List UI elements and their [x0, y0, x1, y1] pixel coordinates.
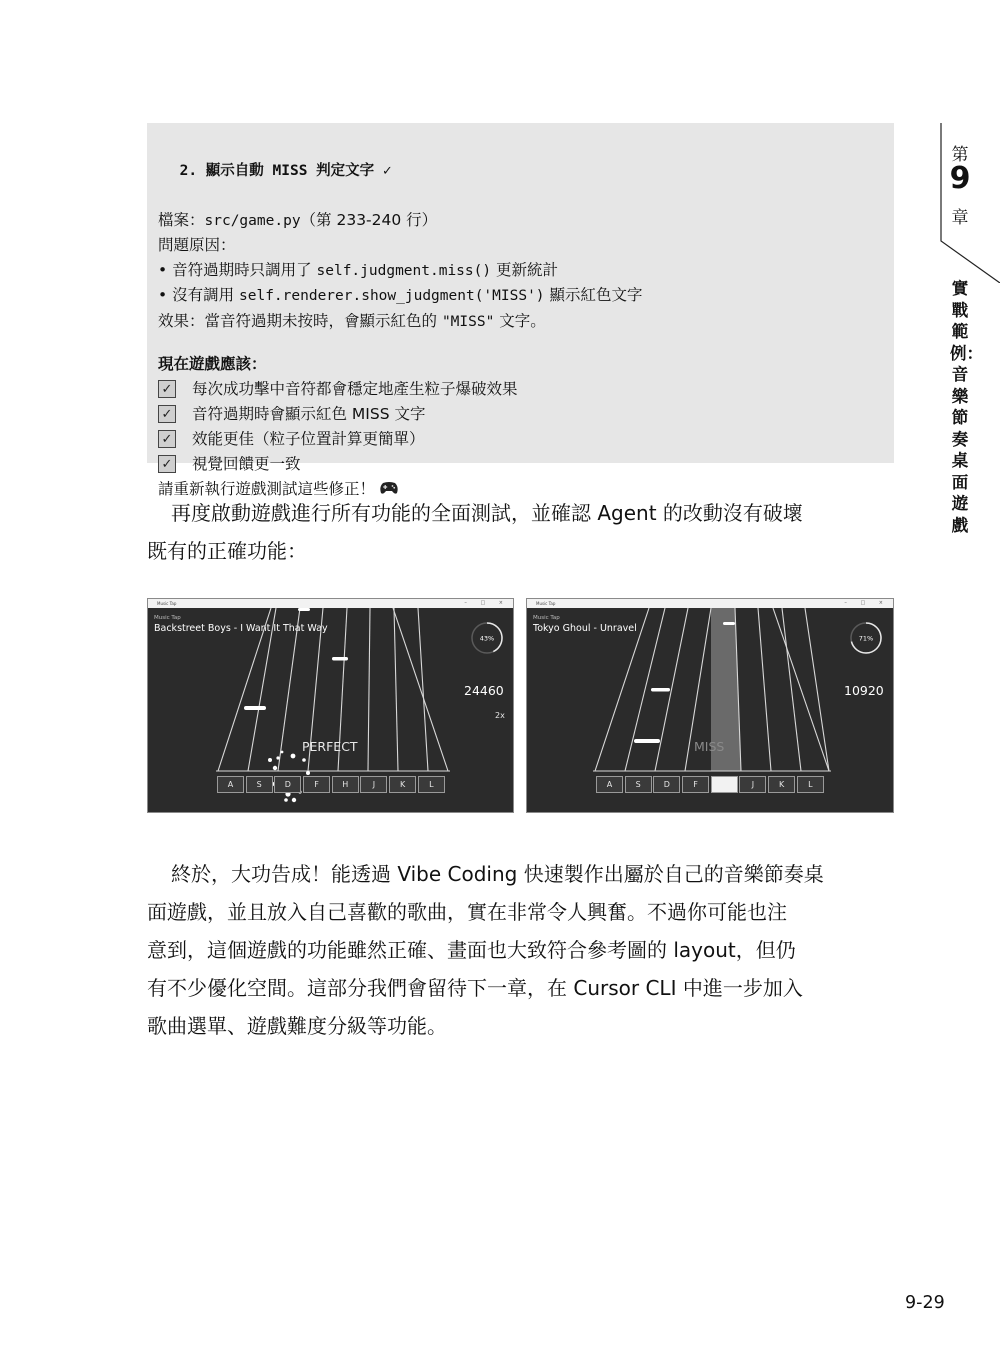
window-title: Music Tap: [157, 601, 177, 606]
bullet-suffix: 顯示紅色文字: [544, 286, 643, 304]
judgment-text: MISS: [694, 739, 725, 754]
checkbox-checked-icon: ✓: [158, 430, 176, 448]
bullet-code: self.renderer.show_judgment('MISS'): [239, 288, 545, 304]
song-title: Tokyo Ghoul - Unravel: [533, 623, 637, 634]
key-l[interactable]: L: [797, 776, 824, 793]
chapter-number: 9: [949, 161, 971, 196]
checklist-item: [158, 452, 884, 477]
progress-ring: [848, 620, 884, 656]
progress-ring: [469, 620, 505, 656]
cause-label: 問題原因：: [158, 236, 236, 254]
key-f[interactable]: F: [303, 776, 330, 793]
paragraph-line: 有不少優化空間。這部分我們會留待下一章，在 Cursor CLI 中進一步加入: [147, 976, 803, 1000]
spacer: [158, 334, 884, 352]
checklist-text: 音符過期時會顯示紅色 MISS 文字: [192, 404, 426, 423]
checklist-text: 每次成功擊中音符都會穩定地產生粒子爆破效果: [192, 379, 518, 398]
chapter-suffix: 章: [951, 208, 969, 228]
window-titlebar: [148, 599, 513, 608]
bullet-prefix: • 沒有調用: [158, 286, 239, 304]
paragraph-line: 意到，這個遊戲的功能雖然正確、畫面也大致符合參考圖的 layout，但仍: [147, 938, 796, 962]
key-k[interactable]: K: [768, 776, 795, 793]
file-path: src/game.py: [204, 212, 301, 229]
chapter-prefix: 第: [951, 145, 969, 165]
ai-response-box: [147, 123, 894, 498]
effect-line: [158, 309, 884, 335]
fix-heading-text: 2. 顯示自動 MISS 判定文字 ✓: [179, 162, 392, 179]
window-controls-icon: – □ ×: [464, 600, 509, 606]
paragraph-line: 再度啟動遊戲進行所有功能的全面測試，並確認 Agent 的改動沒有破壞: [171, 501, 803, 525]
app-name: Music Tap: [154, 615, 181, 621]
checklist-item: [158, 377, 884, 402]
paragraph-line: 面遊戲，並且放入自己喜歡的歌曲，實在非常令人興奮。不過你可能也注: [147, 900, 787, 924]
checkbox-checked-icon: ✓: [158, 455, 176, 473]
window-titlebar: [527, 599, 893, 608]
chapter-title: 實戰範例：音樂節奏桌面遊戲: [950, 279, 983, 535]
key-row: [596, 776, 826, 793]
key-row: [217, 776, 447, 793]
bullet-code: self.judgment.miss(): [316, 262, 492, 279]
effect-suffix: 文字。: [494, 311, 546, 330]
bullet-item: [158, 283, 884, 309]
score-value: 10920: [844, 683, 884, 698]
bullet-suffix: 更新統計: [491, 260, 559, 279]
key-s[interactable]: S: [246, 776, 273, 793]
intro-paragraph: [147, 494, 897, 570]
conclusion-paragraph: [147, 855, 897, 1045]
key-j[interactable]: J: [360, 776, 387, 793]
key-k[interactable]: K: [389, 776, 416, 793]
file-line: [158, 208, 884, 234]
progress-percent: 43%: [479, 634, 495, 643]
key-f[interactable]: F: [682, 776, 709, 793]
falling-notes: [244, 608, 348, 710]
key-pressed[interactable]: [711, 776, 738, 793]
effect-code: "MISS": [441, 313, 495, 330]
bullet-prefix: • 音符過期時只調用了: [158, 260, 317, 279]
file-range: （第 233-240 行）: [300, 210, 438, 229]
app-name: Music Tap: [533, 615, 560, 621]
gamepad-icon: [379, 481, 399, 495]
page-number: 9-29: [905, 1293, 945, 1313]
checkbox-checked-icon: ✓: [158, 405, 176, 423]
checkbox-checked-icon: ✓: [158, 380, 176, 398]
effect-prefix: 效果：當音符過期未按時，會顯示紅色的: [158, 311, 442, 330]
key-s[interactable]: S: [625, 776, 652, 793]
should-title: 現在遊戲應該：: [158, 355, 267, 373]
bullet-item: [158, 258, 884, 284]
file-label: 檔案：: [158, 210, 205, 229]
key-a[interactable]: A: [596, 776, 623, 793]
key-d[interactable]: D: [653, 776, 680, 793]
checklist-item: [158, 402, 884, 427]
paragraph-line: 終於，大功告成！能透過 Vibe Coding 快速製作出屬於自己的音樂節奏桌: [171, 862, 824, 886]
window-controls-icon: – □ ×: [844, 600, 889, 606]
score-value: 24460: [464, 683, 504, 698]
key-l[interactable]: L: [418, 776, 445, 793]
checklist-text: 效能更佳（粒子位置計算更簡單）: [192, 429, 425, 448]
key-d[interactable]: D: [274, 776, 301, 793]
checklist-item: [158, 427, 884, 452]
closing-text: 請重新執行遊戲測試這些修正！: [158, 479, 376, 498]
paragraph-line: 歌曲選單、遊戲難度分級等功能。: [147, 1014, 447, 1038]
window-title: Music Tap: [536, 601, 556, 606]
combo-multiplier: 2x: [495, 711, 505, 720]
song-title: Backstreet Boys - I Want It That Way: [154, 623, 328, 634]
key-j[interactable]: J: [739, 776, 766, 793]
chapter-tab-outline: [940, 123, 1000, 283]
paragraph-line: 既有的正確功能：: [147, 539, 307, 563]
judgment-text: PERFECT: [302, 739, 358, 754]
key-a[interactable]: A: [217, 776, 244, 793]
game-screenshot-perfect: [147, 598, 514, 813]
fix-heading: [158, 133, 884, 208]
progress-percent: 71%: [858, 634, 874, 643]
key-h[interactable]: H: [332, 776, 359, 793]
game-screenshot-miss: [526, 598, 894, 813]
checklist-text: 視覺回饋更一致: [192, 454, 301, 473]
